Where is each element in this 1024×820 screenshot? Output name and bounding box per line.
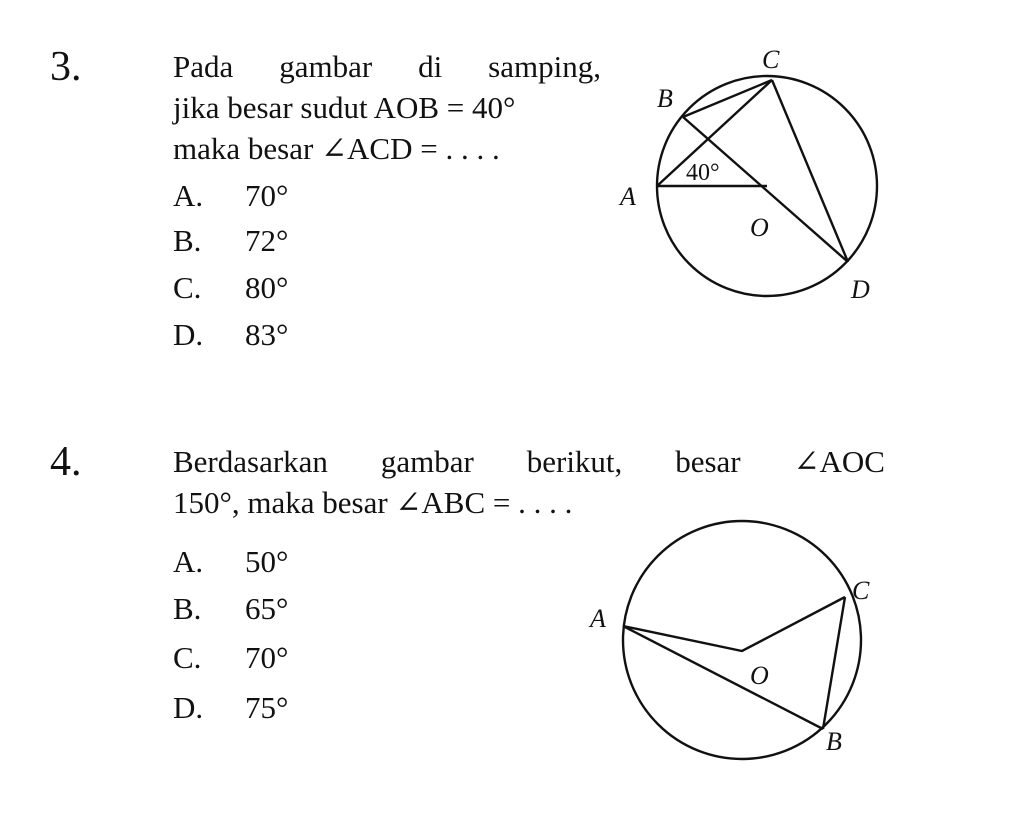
q3-circle [657, 76, 877, 296]
q3-number: 3. [50, 44, 82, 90]
q4-option-c[interactable] [173, 637, 288, 678]
q4-number: 4. [50, 439, 82, 485]
q3-option-a-letter: A. [173, 178, 204, 213]
q3-segment-bc [683, 80, 772, 117]
q3-label-a: A [620, 182, 636, 211]
q4-question-text [173, 441, 885, 523]
q4-option-b-letter: B. [173, 591, 202, 626]
q4-option-b[interactable] [173, 588, 288, 629]
q4-option-d-value: 75° [245, 690, 289, 725]
q3-segment-cd [772, 80, 848, 262]
q3-option-d[interactable] [173, 314, 288, 355]
q4-option-b-value: 65° [245, 591, 289, 626]
q3-option-b-value: 72° [245, 223, 289, 258]
q4-option-c-letter: C. [173, 640, 202, 675]
q3-option-c-value: 80° [245, 270, 289, 305]
q3-label-c: C [762, 45, 780, 74]
q4-option-d[interactable] [173, 687, 288, 728]
q4-circle [623, 521, 861, 759]
q3-question-text [173, 46, 601, 169]
q3-stem-line-3: maka besar ∠ACD = . . . . [173, 131, 500, 166]
q3-label-o: O [750, 213, 769, 242]
q4-stem-line-2: 150°, maka besar ∠ABC = . . . . [173, 485, 573, 520]
q4-stem-line-1: Berdasarkan gambar berikut, besar ∠AOC [173, 444, 885, 479]
q4-option-a-value: 50° [245, 544, 289, 579]
q4-label-o: O [750, 661, 769, 690]
q3-option-b-letter: B. [173, 223, 202, 258]
q4-segment-ab [623, 626, 823, 729]
q3-segment-ac [657, 80, 772, 186]
q4-label-b: B [826, 727, 842, 756]
q3-angle-label: 40° [686, 160, 720, 186]
q3-label-d: D [851, 275, 870, 304]
q3-stem-line-2: jika besar sudut AOB = 40° [173, 90, 516, 125]
q4-segments-aoc [623, 597, 845, 651]
q3-option-c-letter: C. [173, 270, 202, 305]
q4-option-a-letter: A. [173, 544, 204, 579]
q3-option-d-value: 83° [245, 317, 289, 352]
q3-segment-bd [683, 117, 848, 262]
q4-label-a: A [590, 604, 606, 633]
q4-segment-cb [823, 597, 845, 729]
q3-stem-line-1: Pada gambar di samping, [173, 49, 601, 84]
q3-option-c[interactable] [173, 267, 288, 308]
q3-option-d-letter: D. [173, 317, 204, 352]
q4-option-c-value: 70° [245, 640, 289, 675]
q3-option-b[interactable] [173, 220, 288, 261]
q3-option-a[interactable] [173, 175, 288, 216]
q4-option-a[interactable] [173, 541, 288, 582]
q4-label-c: C [852, 576, 870, 605]
q3-option-a-value: 70° [245, 178, 289, 213]
q4-option-d-letter: D. [173, 690, 204, 725]
q3-label-b: B [657, 84, 673, 113]
